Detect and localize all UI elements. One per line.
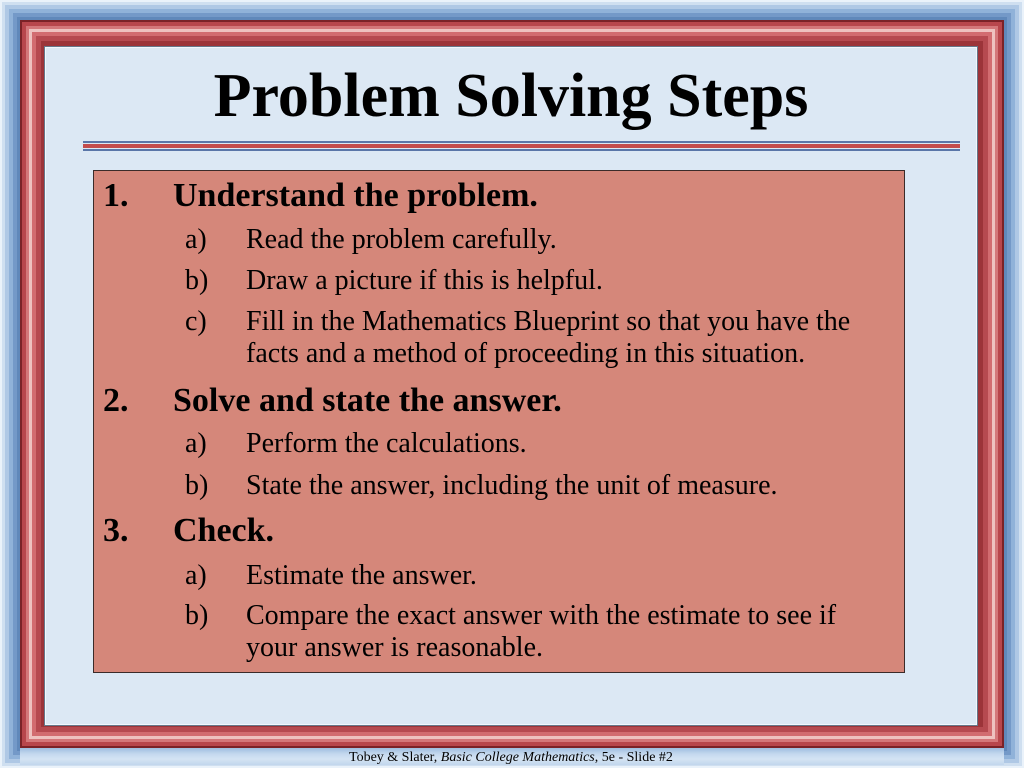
slide-title: Problem Solving Steps bbox=[213, 62, 809, 130]
title-rule-bottom bbox=[83, 149, 960, 151]
step-heading: Understand the problem. bbox=[173, 177, 538, 214]
step-heading: Solve and state the answer. bbox=[173, 382, 562, 419]
step-3 bbox=[94, 512, 904, 550]
substep-3b bbox=[94, 600, 904, 663]
steps-box bbox=[93, 170, 905, 673]
substep-text: Compare the exact answer with the estimate to see if your answer is reasonable. bbox=[246, 600, 837, 663]
footer-book-title: Basic College Mathematics bbox=[440, 750, 595, 765]
substep-text: Fill in the Mathematics Blueprint so that you have the facts and a method of proceeding in this situation. bbox=[246, 306, 851, 369]
step-heading: Check. bbox=[173, 512, 275, 549]
substep-3a bbox=[94, 560, 904, 592]
substep-marker: b) bbox=[185, 470, 209, 501]
substep-marker: a) bbox=[185, 224, 207, 255]
substep-2a bbox=[94, 428, 904, 460]
substep-1c bbox=[94, 306, 904, 369]
step-number: 3. bbox=[103, 512, 129, 549]
step-number: 2. bbox=[103, 382, 129, 419]
step-1 bbox=[94, 177, 904, 215]
substep-text: Perform the calculations. bbox=[246, 428, 527, 459]
substep-1a bbox=[94, 224, 904, 256]
substep-text: Draw a picture if this is helpful. bbox=[246, 265, 603, 296]
footer-authors: Tobey & Slater, bbox=[349, 750, 438, 765]
substep-marker: a) bbox=[185, 428, 207, 459]
footer-edition-slide: , 5e - Slide #2 bbox=[594, 750, 673, 765]
title-rule-top bbox=[83, 141, 960, 143]
substep-marker: c) bbox=[185, 306, 207, 337]
substep-text: State the answer, including the unit of measure. bbox=[246, 470, 778, 501]
substep-text: Read the problem carefully. bbox=[246, 224, 557, 255]
substep-text: Estimate the answer. bbox=[246, 560, 477, 591]
substep-marker: a) bbox=[185, 560, 207, 591]
substep-marker: b) bbox=[185, 265, 209, 296]
substep-1b bbox=[94, 265, 904, 297]
step-number: 1. bbox=[103, 177, 129, 214]
substep-2b bbox=[94, 470, 904, 502]
substep-marker: b) bbox=[185, 600, 209, 631]
title-rule-middle bbox=[83, 144, 960, 148]
step-2 bbox=[94, 382, 904, 420]
footer-credit bbox=[349, 750, 673, 766]
